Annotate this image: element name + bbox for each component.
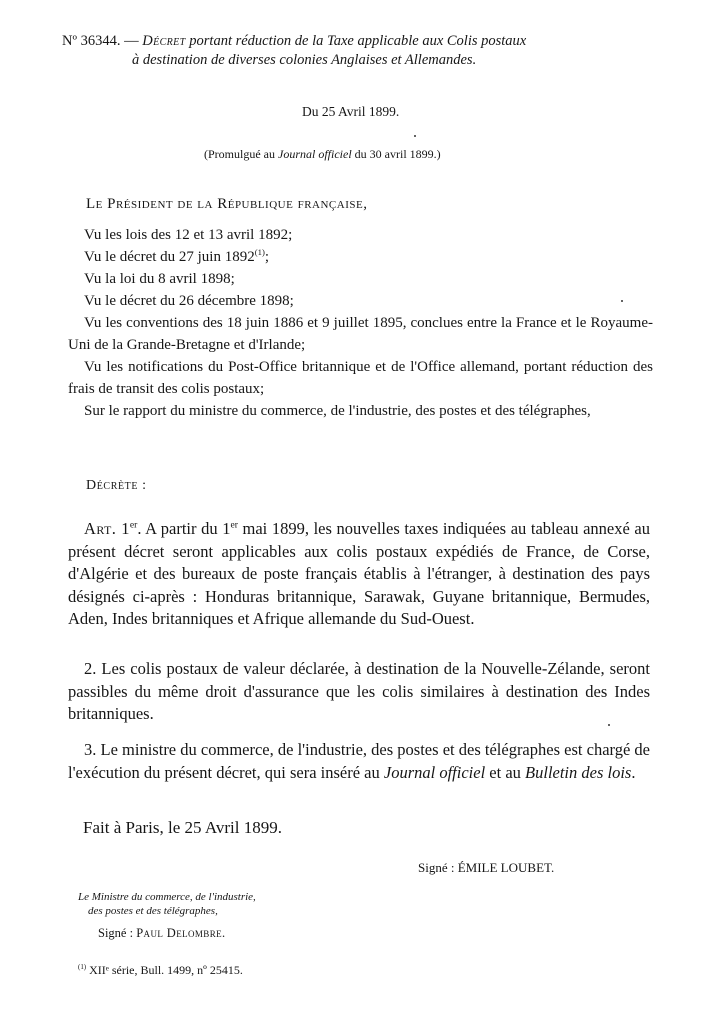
- visas-section: [68, 224, 653, 422]
- ministre-title: Le Ministre du commerce, de l'industrie, des postes et des télégraphes,: [78, 891, 256, 917]
- decree-date: Du 25 Avril 1899.: [302, 104, 400, 119]
- signature-ministre: Signé : Paul Delombre.: [98, 926, 226, 940]
- visa-6: Vu les notifications du Post-Office britannique et de l'Office allemand, portant réduction des frais de transit des colis postaux;: [68, 359, 653, 397]
- footnote: $^{(1)}$ XIIᵉ série, Bull. 1499, nº 25415.: [78, 963, 243, 977]
- visa-4: Vu le décret du 26 décembre 1898;: [84, 293, 294, 309]
- speck-mark: [414, 135, 416, 137]
- decree-number: Nº 36344.: [62, 33, 121, 49]
- article-3: 3. Le ministre du commerce, de l'industrie, des postes et des télégraphes est chargé de l'exécution du présent décret, qui sera inséré au Journal officiel et au Bulletin des lois.: [68, 740, 650, 782]
- visa-7: Sur le rapport du ministre du commerce, de l'industrie, des postes et des télégraphes,: [84, 403, 591, 419]
- visa-3: Vu la loi du 8 avril 1898;: [84, 271, 235, 287]
- visa-5: Vu les conventions des 18 juin 1886 et 9 juillet 1895, conclues entre la France et le Royaume-Uni de la Grande-Bretagne et d'Irlande;: [68, 315, 653, 353]
- decrete-heading: Décrète :: [86, 478, 147, 493]
- visa-1: Vu les lois des 12 et 13 avril 1892;: [84, 227, 293, 243]
- visa-2: Vu le décret du 27 juin 1892$^{(1)}$;: [84, 247, 270, 265]
- promulgation-note: (Promulgué au Journal officiel du 30 avril 1899.): [204, 147, 441, 161]
- article-2: 2. Les colis postaux de valeur déclarée, à destination de la Nouvelle-Zélande, seront passibles du même droit d'assurance que les colis similaires à destination des Indes britanniques.: [68, 659, 650, 723]
- speck-mark: [621, 300, 623, 302]
- president-heading: Le Président de la République française,: [86, 196, 368, 212]
- signature-president: Signé : ÉMILE LOUBET.: [418, 860, 555, 875]
- decree-title: Nº 36344. — Décret portant réduction de la Taxe applicable aux Colis postaux à destination de diverses colonies Anglaises et Allemandes.: [62, 33, 527, 68]
- decree-title-line2: à destination de diverses colonies Anglaises et Allemandes.: [132, 52, 477, 68]
- article-1: Art. 1er. A partir du 1er mai 1899, les nouvelles taxes indiquées au tableau annexé au présent décret seront applicables aux colis postaux expédiés de France, de Corse, d'Algérie et des bureaux de poste français établis à l'étranger, à destination des pays désignés ci-après : Honduras britannique, Sarawak, Guyane britannique, Bermudes, Aden, Indes britanniques et Afrique allemande du Sud-Ouest.: [68, 519, 651, 628]
- decree-word: Décret: [142, 33, 186, 49]
- fait-a-paris: Fait à Paris, le 25 Avril 1899.: [83, 818, 282, 837]
- speck-mark: [608, 724, 610, 726]
